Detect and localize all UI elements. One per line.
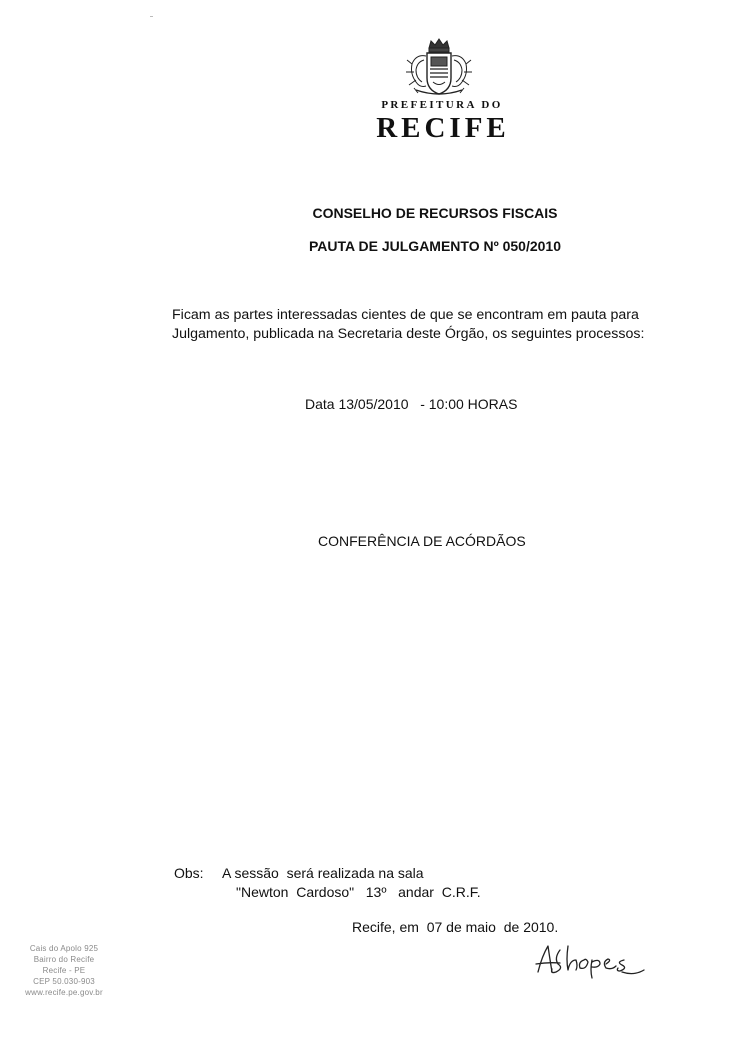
place-date: Recife, em 07 de maio de 2010. — [352, 919, 559, 935]
agenda-item: CONFERÊNCIA DE ACÓRDÃOS — [318, 533, 526, 549]
address-footer — [8, 943, 120, 998]
address-line-2: Bairro do Recife — [33, 955, 95, 964]
address-line-4: CEP 50.030-903 — [33, 977, 95, 986]
org-name-large: RECIFE — [376, 112, 510, 144]
address-line-5: www.recife.pe.gov.br — [25, 988, 103, 997]
obs-label: Obs: — [174, 865, 204, 881]
address-line-1: Cais do Apolo 925 — [29, 944, 99, 953]
intro-line-2: Julgamento, publicada na Secretaria deste Órgão, os seguintes processos: — [172, 326, 645, 342]
scan-speck — [150, 16, 153, 17]
obs-text-line-1: A sessão será realizada na sala — [222, 865, 424, 881]
obs-text-line-2: "Newton Cardoso" 13º andar C.R.F. — [236, 884, 481, 900]
council-title: CONSELHO DE RECURSOS FISCAIS — [312, 205, 558, 221]
intro-paragraph — [172, 306, 692, 344]
intro-line-1: Ficam as partes interessadas cientes de que se encontram em pauta para — [172, 307, 639, 323]
agenda-title: PAUTA DE JULGAMENTO Nº 050/2010 — [309, 238, 561, 254]
session-date: Data 13/05/2010 - 10:00 HORAS — [305, 396, 518, 412]
org-name-small: PREFEITURA DO — [381, 99, 503, 111]
address-line-3: Recife - PE — [42, 966, 86, 975]
coat-of-arms-icon — [402, 38, 476, 98]
handwritten-signature-icon — [530, 938, 650, 980]
